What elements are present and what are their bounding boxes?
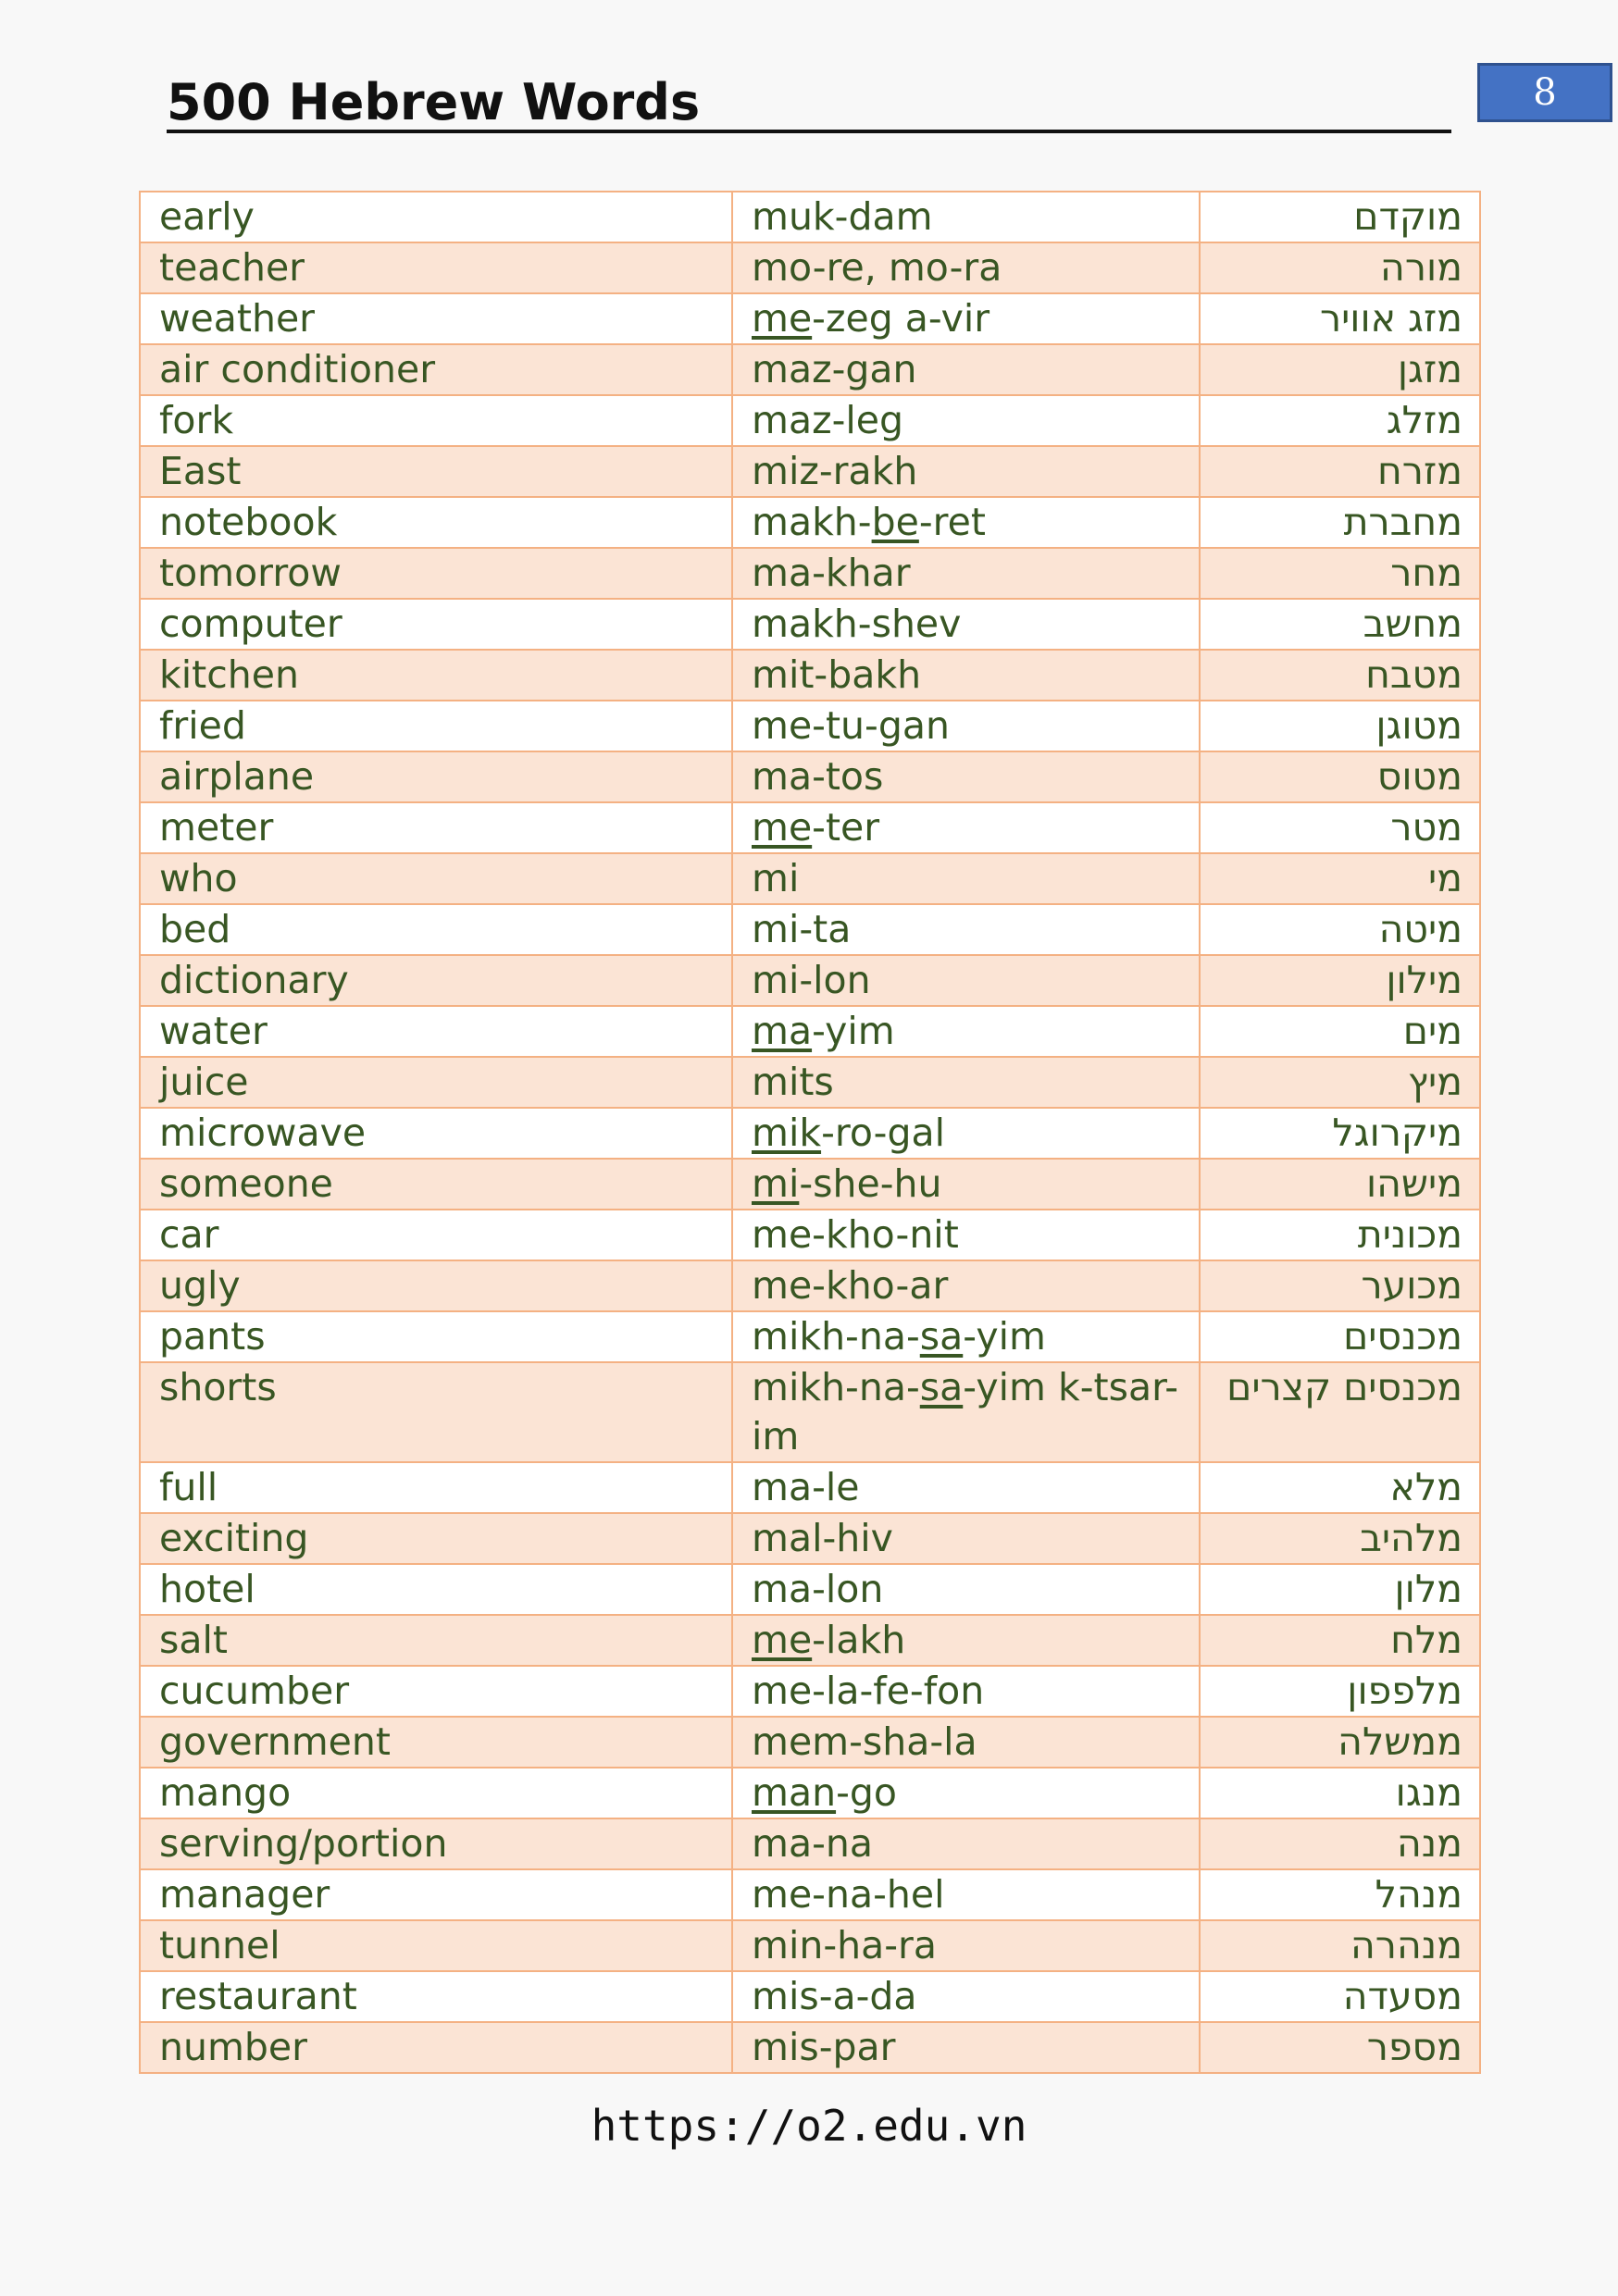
transliteration: miz-rakh: [732, 446, 1200, 497]
english-word: hotel: [140, 1564, 732, 1615]
hebrew-word: מוקדם: [1200, 192, 1480, 242]
english-word: bed: [140, 904, 732, 955]
english-word: teacher: [140, 242, 732, 293]
english-word: pants: [140, 1311, 732, 1362]
table-row: [140, 548, 1480, 599]
table-row: [140, 1513, 1480, 1564]
english-word: juice: [140, 1057, 732, 1108]
table-row: [140, 1971, 1480, 2022]
transliteration: me-zeg a-vir: [732, 293, 1200, 344]
hebrew-word: מנה: [1200, 1818, 1480, 1869]
hebrew-word: מילון: [1200, 955, 1480, 1006]
hebrew-word: מורה: [1200, 242, 1480, 293]
transliteration: ma-khar: [732, 548, 1200, 599]
english-word: restaurant: [140, 1971, 732, 2022]
table-row: [140, 497, 1480, 548]
table-row: [140, 1717, 1480, 1768]
english-word: tomorrow: [140, 548, 732, 599]
stressed-syllable: be: [871, 500, 919, 544]
hebrew-word: מחשב: [1200, 599, 1480, 650]
english-word: tunnel: [140, 1920, 732, 1971]
hebrew-word: מים: [1200, 1006, 1480, 1057]
hebrew-word: מלפפון: [1200, 1666, 1480, 1717]
table-row: [140, 1311, 1480, 1362]
english-word: meter: [140, 802, 732, 853]
stressed-syllable: mi: [752, 1161, 800, 1206]
english-word: someone: [140, 1159, 732, 1210]
hebrew-word: מכנסים קצרים: [1200, 1362, 1480, 1462]
table-row: [140, 192, 1480, 242]
table-row: [140, 1108, 1480, 1159]
english-word: shorts: [140, 1362, 732, 1462]
english-word: government: [140, 1717, 732, 1768]
stressed-syllable: sa: [919, 1365, 964, 1409]
english-word: manager: [140, 1869, 732, 1920]
table-row: [140, 1159, 1480, 1210]
transliteration: mi-ta: [732, 904, 1200, 955]
hebrew-word: מיקרוגל: [1200, 1108, 1480, 1159]
hebrew-word: מזגן: [1200, 344, 1480, 395]
hebrew-word: מזרח: [1200, 446, 1480, 497]
hebrew-word: ממשלה: [1200, 1717, 1480, 1768]
hebrew-word: מטוגן: [1200, 701, 1480, 751]
english-word: number: [140, 2022, 732, 2073]
hebrew-word: מטבח: [1200, 650, 1480, 701]
transliteration: mikh-na-sa-yim k-tsar-im: [732, 1362, 1200, 1462]
table-row: [140, 955, 1480, 1006]
hebrew-word: מנהרה: [1200, 1920, 1480, 1971]
transliteration: mal-hiv: [732, 1513, 1200, 1564]
english-word: notebook: [140, 497, 732, 548]
transliteration: mi-she-hu: [732, 1159, 1200, 1210]
table-row: [140, 1818, 1480, 1869]
transliteration: me-tu-gan: [732, 701, 1200, 751]
transliteration: mis-par: [732, 2022, 1200, 2073]
stressed-syllable: me: [752, 805, 813, 850]
stressed-syllable: man: [752, 1770, 837, 1815]
hebrew-word: מטוס: [1200, 751, 1480, 802]
stressed-syllable: ma: [752, 1009, 813, 1053]
english-word: computer: [140, 599, 732, 650]
hebrew-word: מטר: [1200, 802, 1480, 853]
table-row: [140, 344, 1480, 395]
table-row: [140, 1666, 1480, 1717]
english-word: kitchen: [140, 650, 732, 701]
transliteration: me-lakh: [732, 1615, 1200, 1666]
page-header: [167, 57, 1451, 133]
transliteration: mits: [732, 1057, 1200, 1108]
transliteration: ma-le: [732, 1462, 1200, 1513]
page-number-badge: 8: [1477, 63, 1612, 122]
transliteration: me-kho-nit: [732, 1210, 1200, 1260]
table-row: [140, 1362, 1480, 1462]
table-row: [140, 2022, 1480, 2073]
english-word: ugly: [140, 1260, 732, 1311]
hebrew-word: מכוער: [1200, 1260, 1480, 1311]
transliteration: ma-tos: [732, 751, 1200, 802]
transliteration: me-la-fe-fon: [732, 1666, 1200, 1717]
hebrew-word: מכנסים: [1200, 1311, 1480, 1362]
table-row: [140, 1006, 1480, 1057]
hebrew-word: מספר: [1200, 2022, 1480, 2073]
table-row: [140, 599, 1480, 650]
transliteration: mis-a-da: [732, 1971, 1200, 2022]
table-row: [140, 1869, 1480, 1920]
table-row: [140, 853, 1480, 904]
vocabulary-table-body: [140, 192, 1480, 2073]
hebrew-word: מי: [1200, 853, 1480, 904]
english-word: salt: [140, 1615, 732, 1666]
transliteration: mi-lon: [732, 955, 1200, 1006]
hebrew-word: מזג אוויר: [1200, 293, 1480, 344]
table-row: [140, 1260, 1480, 1311]
english-word: cucumber: [140, 1666, 732, 1717]
hebrew-word: מיטה: [1200, 904, 1480, 955]
english-word: air conditioner: [140, 344, 732, 395]
transliteration: makh-shev: [732, 599, 1200, 650]
hebrew-word: מנגו: [1200, 1768, 1480, 1818]
hebrew-word: מחר: [1200, 548, 1480, 599]
vocabulary-table: [139, 191, 1481, 2074]
hebrew-word: מנהל: [1200, 1869, 1480, 1920]
english-word: mango: [140, 1768, 732, 1818]
transliteration: makh-be-ret: [732, 497, 1200, 548]
transliteration: ma-lon: [732, 1564, 1200, 1615]
english-word: full: [140, 1462, 732, 1513]
table-row: [140, 1564, 1480, 1615]
transliteration: ma-na: [732, 1818, 1200, 1869]
english-word: serving/portion: [140, 1818, 732, 1869]
english-word: water: [140, 1006, 732, 1057]
transliteration: ma-yim: [732, 1006, 1200, 1057]
transliteration: maz-gan: [732, 344, 1200, 395]
hebrew-word: מלא: [1200, 1462, 1480, 1513]
transliteration: mo-re, mo-ra: [732, 242, 1200, 293]
table-row: [140, 1768, 1480, 1818]
stressed-syllable: me: [752, 1618, 813, 1662]
table-row: [140, 751, 1480, 802]
table-row: [140, 242, 1480, 293]
table-row: [140, 1920, 1480, 1971]
english-word: exciting: [140, 1513, 732, 1564]
english-word: East: [140, 446, 732, 497]
table-row: [140, 1057, 1480, 1108]
hebrew-word: מלהיב: [1200, 1513, 1480, 1564]
hebrew-word: מיץ: [1200, 1057, 1480, 1108]
stressed-syllable: me: [752, 296, 813, 341]
table-row: [140, 904, 1480, 955]
english-word: fried: [140, 701, 732, 751]
english-word: early: [140, 192, 732, 242]
english-word: weather: [140, 293, 732, 344]
table-row: [140, 802, 1480, 853]
hebrew-word: מחברת: [1200, 497, 1480, 548]
transliteration: mikh-na-sa-yim: [732, 1311, 1200, 1362]
table-row: [140, 293, 1480, 344]
transliteration: me-kho-ar: [732, 1260, 1200, 1311]
transliteration: min-ha-ra: [732, 1920, 1200, 1971]
hebrew-word: מישהו: [1200, 1159, 1480, 1210]
hebrew-word: מכונית: [1200, 1210, 1480, 1260]
english-word: fork: [140, 395, 732, 446]
transliteration: maz-leg: [732, 395, 1200, 446]
page-title: 500 Hebrew Words: [167, 73, 701, 131]
transliteration: mem-sha-la: [732, 1717, 1200, 1768]
english-word: dictionary: [140, 955, 732, 1006]
table-row: [140, 650, 1480, 701]
table-row: [140, 701, 1480, 751]
stressed-syllable: sa: [919, 1314, 964, 1359]
transliteration: mi: [732, 853, 1200, 904]
english-word: who: [140, 853, 732, 904]
table-row: [140, 1615, 1480, 1666]
table-row: [140, 1210, 1480, 1260]
transliteration: man-go: [732, 1768, 1200, 1818]
hebrew-word: מזלג: [1200, 395, 1480, 446]
transliteration: me-ter: [732, 802, 1200, 853]
transliteration: mit-bakh: [732, 650, 1200, 701]
transliteration: mik-ro-gal: [732, 1108, 1200, 1159]
hebrew-word: מסעדה: [1200, 1971, 1480, 2022]
footer-url[interactable]: https://o2.edu.vn: [591, 2101, 1027, 2151]
english-word: airplane: [140, 751, 732, 802]
hebrew-word: מלון: [1200, 1564, 1480, 1615]
english-word: car: [140, 1210, 732, 1260]
table-row: [140, 395, 1480, 446]
table-row: [140, 446, 1480, 497]
hebrew-word: מלח: [1200, 1615, 1480, 1666]
table-row: [140, 1462, 1480, 1513]
stressed-syllable: mik: [752, 1111, 822, 1155]
english-word: microwave: [140, 1108, 732, 1159]
transliteration: muk-dam: [732, 192, 1200, 242]
transliteration: me-na-hel: [732, 1869, 1200, 1920]
